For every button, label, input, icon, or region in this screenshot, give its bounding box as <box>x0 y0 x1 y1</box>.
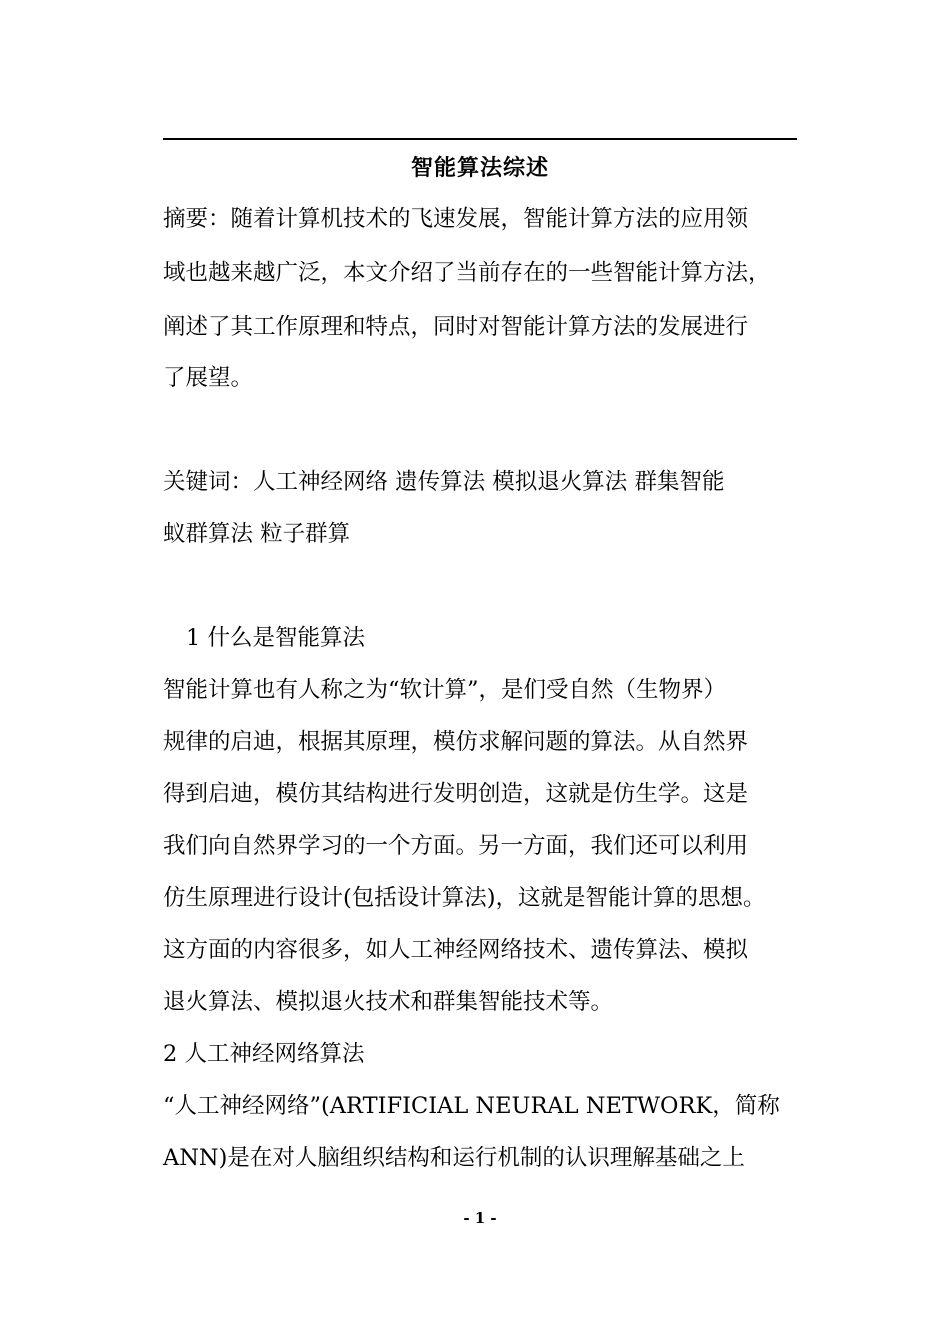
section-heading-2: 2 人工神经网络算法 <box>163 1041 365 1067</box>
page-number: - 1 - <box>463 1209 497 1227</box>
abstract-line: 了展望。 <box>163 365 254 391</box>
paragraph-line: 智能计算也有人称之为“软计算”，是们受自然（生物界） <box>163 677 727 703</box>
paragraph-line: 我们向自然界学习的一个方面。另一方面，我们还可以利用 <box>163 833 749 859</box>
paragraph-line: 规律的启迪，根据其原理，模仿求解问题的算法。从自然界 <box>163 729 749 755</box>
section-heading-1: 1 什么是智能算法 <box>186 625 365 651</box>
abstract-line: 摘要：随着计算机技术的飞速发展，智能计算方法的应用领 <box>163 206 749 232</box>
paragraph-line: 仿生原理进行设计(包括设计算法)，这就是智能计算的思想。 <box>163 885 766 911</box>
paragraph-line: 这方面的内容很多，如人工神经网络技术、遗传算法、模拟 <box>163 937 749 963</box>
abstract-line: 阐述了其工作原理和特点，同时对智能计算方法的发展进行 <box>163 314 749 340</box>
keywords-line: 关键词：人工神经网络 遗传算法 模拟退火算法 群集智能 <box>163 469 725 495</box>
paragraph-line: 退火算法、模拟退火技术和群集智能技术等。 <box>163 989 614 1015</box>
keywords-line: 蚁群算法 粒子群算 <box>163 521 351 547</box>
paragraph-line: 得到启迪，模仿其结构进行发明创造，这就是仿生学。这是 <box>163 781 749 807</box>
paragraph-line: “人工神经网络”(ARTIFICIAL NEURAL NETWORK，简称 <box>163 1093 780 1119</box>
paragraph-line: ANN)是在对人脑组织结构和运行机制的认识理解基础之上 <box>163 1145 745 1171</box>
abstract-line: 域也越来越广泛，本文介绍了当前存在的一些智能计算方法， <box>163 260 771 286</box>
document-title: 智能算法综述 <box>410 155 549 181</box>
header-rule <box>163 138 797 140</box>
